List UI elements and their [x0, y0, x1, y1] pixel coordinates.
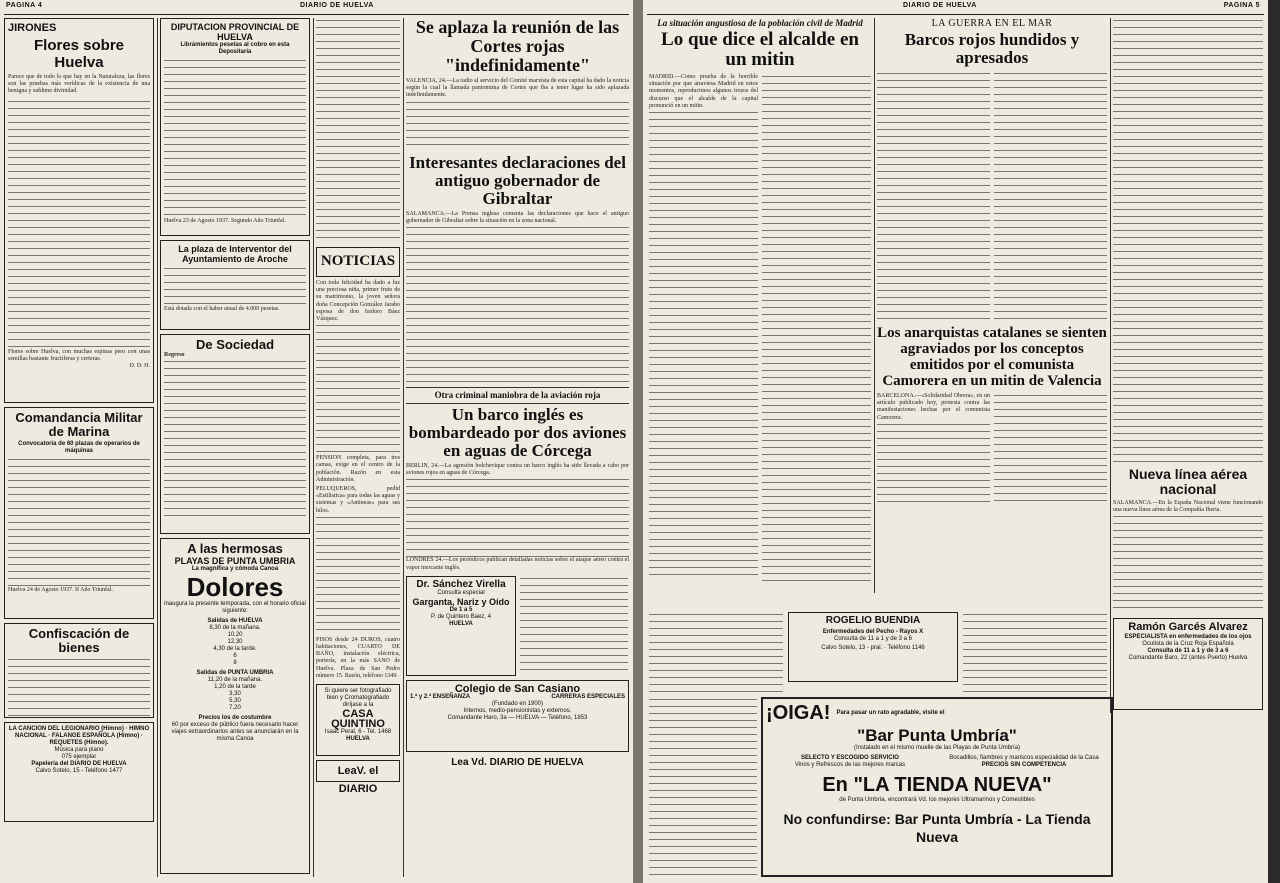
cortes-dateline: VALENCIA, 24.—La radio al servicio del Comité marxista de esta capital ha dado la noticia según la cual la llamada pantomima de Cortes que iba a tener lugar ha sido aplazada indefinidamente. — [406, 78, 629, 99]
departure-time: 8 — [233, 660, 237, 666]
gibraltar-headline: Interesantes declaraciones del antiguo gobernador de Gibraltar — [409, 152, 626, 208]
buendia-specialty: Enfermedades del Pecho - Rayos X — [822, 629, 924, 635]
bar-subtitle: (Instalado en el mismo muelle de las Playas de Punta Umbría) — [853, 745, 1021, 751]
bocadillos: Bocadillos, fiambres y mariscos especialidad de la Casa — [949, 755, 1099, 761]
bar-title: "Bar Punta Umbría" — [857, 726, 1017, 745]
lea-diario: Lea Vd. DIARIO DE HUELVA — [451, 756, 584, 768]
right-column — [1113, 18, 1263, 708]
salidas-huelva-times — [164, 625, 306, 667]
oiga-text: ¡OIGA! — [766, 702, 831, 724]
masthead-right: DIARIO DE HUELVA — [903, 2, 977, 9]
anarquistas-body-2 — [994, 393, 1107, 503]
papeleria-address: Calvo Sotelo, 15 - Teléfono 1477 — [35, 768, 123, 774]
colegio-address: Comandante Haro, 3a — HUELVA — Teléfono, 1853 — [447, 714, 588, 721]
flores-body — [8, 99, 150, 349]
musica-label: Música para piano — [54, 747, 104, 753]
madrid-body-4 — [649, 697, 757, 877]
salidas-huelva-label: Salidas de HUELVA — [207, 618, 263, 624]
salidas-punta-label: Salidas de PUNTA UMBRIA — [196, 670, 274, 676]
vinos-refrescos: Vinos y Refrescos de las mejores marcas — [794, 762, 906, 768]
flores-signature: D. D. H. — [129, 363, 150, 370]
barcos-body-2 — [994, 71, 1107, 321]
sanchez-consulta: Consulta especial — [437, 589, 485, 596]
anarquistas-body-1 — [877, 422, 990, 502]
no-confundirse: No confundirse: Bar Punta Umbría - La Tienda Nueva — [783, 811, 1091, 845]
noticias-title: NOTICIAS — [320, 253, 396, 269]
flores-intro: Parece que de todo lo que hay en la Naturaleza, las flores son las pruebas más verídicas de la existencia de una benigna y sublime divinidad. — [8, 74, 150, 95]
linea-aerea-body — [1113, 514, 1263, 614]
departure-time: 8,30 de la mañana. — [209, 625, 261, 631]
barcos-headline: Barcos rojos hundidos y apresados — [904, 30, 1080, 67]
anarquistas-headline: Los anarquistas catalanes se sienten agraviados por los conceptos emitidos por el comunista Camorera en un mitin de Valencia — [877, 325, 1107, 389]
sanchez-hours: De 1 a 5 — [449, 606, 473, 613]
colegio-founded: (Fundado en 1900) — [491, 700, 544, 707]
departure-time: 12,30 — [227, 639, 243, 645]
dolores-subtitle: inaugura la presente temporada, con el horario oficial siguiente: — [164, 601, 306, 614]
madrid-article — [649, 18, 871, 608]
right-page — [643, 0, 1268, 883]
buendia-address: Calvo Sotelo, 13 - pral. · Teléfono 1146 — [821, 645, 925, 651]
leav-text: LeaV. el DIARIO — [337, 765, 379, 796]
dolores-name: Dolores — [186, 572, 284, 602]
departure-time: 11,20 de la mañana. — [207, 677, 263, 683]
precios-label: Precios los de costumbre — [198, 715, 272, 721]
madrid-kicker: La situación angustiosa de la población civil de Madrid — [657, 18, 863, 28]
column-1 — [4, 18, 154, 880]
leav-ad — [316, 760, 400, 796]
himnos-ad — [4, 722, 154, 822]
sociedad-section — [160, 334, 310, 534]
diputacion-body — [164, 58, 306, 218]
papeleria-label: Papelería del DIARIO DE HUELVA — [31, 761, 127, 767]
aviacion-kicker: Otra criminal maniobra de la aviación roja — [406, 387, 629, 404]
garces-hours: Consulta de 11 a 1 y de 3 a 6 — [1147, 648, 1229, 655]
column-2 — [160, 18, 310, 880]
comandancia-notice — [4, 407, 154, 619]
diputacion-notice — [160, 18, 310, 236]
pension-ad: PENSION completa, para tres camas, exige en el centro de la población. Razón en esta Administración. — [316, 455, 400, 483]
sociedad-body — [164, 359, 306, 519]
sanchez-name: Dr. Sánchez Virella — [416, 578, 506, 590]
garces-name: Ramón Garcés Alvarez — [1128, 621, 1248, 634]
confiscacion-title: Confiscación de bienes — [28, 626, 130, 655]
masthead-left: DIARIO DE HUELVA — [300, 2, 374, 9]
comandancia-body — [8, 457, 150, 587]
jirones-label: JIRONES — [8, 22, 57, 34]
buendia-hours: Consulta de 11 a 1 y de 3 a 6 — [834, 636, 912, 642]
comandancia-title: Comandancia Militar de Marina — [15, 410, 143, 439]
col3-top-text — [316, 18, 400, 243]
page-number-right: PAGINA 5 — [1223, 2, 1260, 9]
departure-time: 6 — [233, 653, 237, 659]
noticias-header — [316, 247, 400, 277]
selecto-servicio: SELECTO Y ESCOGIDO SERVICIO — [801, 755, 899, 761]
guerra-kicker: LA GUERRA EN EL MAR — [931, 18, 1053, 29]
madrid-body-3 — [649, 612, 783, 692]
sanchez-virella-ad — [406, 576, 516, 676]
precios-sin-competencia: PRECIOS SIN COMPETENCIA — [981, 762, 1067, 768]
barco-body-2 — [520, 576, 628, 676]
madrid-body-2 — [762, 74, 871, 584]
precio-label: 075 ejemplar — [61, 754, 97, 760]
quintino-name: CASA QUINTINO — [331, 708, 385, 731]
peluqueros-ad: PELUQUEROS, pedid «Estilistica» para todas las aguas y sistemas y «Antineas» para sus hilos. — [316, 486, 400, 514]
confiscacion-body — [8, 657, 150, 717]
anarquistas-body-3 — [963, 612, 1107, 692]
anarquistas-dateline: BARCELONA.—«Solidaridad Obrera», en un artículo publicado hoy, protesta contra las manifestaciones hechas por el comunista Camorera. — [877, 393, 990, 421]
madrid-dateline: MADRID.—Como prueba de la horrible situación por que atraviesa Madrid en estos momentos, reproducimos algunos trozos del discurso que el alcalde de la capital pronunció en un mitin. — [649, 74, 758, 109]
barco-ingles-headline: Un barco inglés es bombardeado por dos aviones en aguas de Córcega — [408, 405, 627, 461]
bar-punta-umbria-ad — [761, 697, 1113, 877]
departure-time: 4,30 de la tarde. — [213, 646, 257, 652]
garces-ad — [1113, 618, 1263, 710]
page-edge — [1268, 0, 1280, 883]
barco-dateline-londres: LONDRES 24.—Los periódicos publican detalladas noticias sobre el ataque aéreo contra el vapor mercante inglés. — [406, 557, 629, 571]
departure-time: 3,30 — [229, 691, 241, 697]
tienda-nueva-title: En "LA TIENDA NUEVA" — [822, 774, 1052, 796]
departure-time: 1,20 de la tarde — [214, 684, 256, 690]
canoa-dolores-ad — [160, 538, 310, 874]
garces-specialty: ESPECIALISTA en enfermedades de los ojos — [1124, 634, 1252, 641]
playas-line: PLAYAS DE PUNTA UMBRIA — [174, 556, 296, 566]
madrid-headline: Lo que dice el alcalde en un mitin — [661, 29, 859, 70]
guerra-mar-article — [877, 18, 1107, 608]
spread-gutter — [633, 0, 643, 883]
flores-title: Flores sobre Huelva — [33, 37, 125, 71]
diputacion-title: DIPUTACION PROVINCIAL DE HUELVA — [170, 22, 300, 42]
plaza-notice — [160, 240, 310, 330]
diputacion-date: Huelva 23 de Agosto 1937. Segundo Año Triunfal. — [164, 218, 286, 224]
sociedad-subtitle: Regreso — [164, 352, 185, 358]
departure-time: 7,20 — [229, 705, 241, 711]
buendia-name: ROGELIO BUENDIA — [825, 615, 921, 626]
plaza-title: La plaza de Interventor del Ayuntamiento de Aroche — [178, 244, 292, 264]
left-page — [0, 0, 633, 883]
noticias-text: Con toda felicidad ha dado a luz una preciosa niña, primer fruto de su matrimonio, la joven señora doña Concepción González Jarabo esposa de don Isidoro Báez Vázquez. — [316, 280, 400, 323]
quintino-city: HUELVA — [346, 736, 370, 743]
himnos-list: LA CANCION DEL LEGIONARIO (Himno) · HIMNO NACIONAL · FALANGE ESPAÑOLA (Himno) · REQUETES (Himno). — [8, 726, 150, 746]
salidas-punta-times — [164, 677, 306, 712]
sanchez-specialty: Garganta, Nariz y Oído — [412, 596, 510, 607]
garces-address: Comandante Baro, 22 (antes Puerto) Huelva — [1128, 655, 1248, 662]
colegio-ensenanza: 1.ª y 2.ª ENSEÑANZA — [410, 693, 471, 700]
quintino-ad — [316, 684, 400, 756]
precios-text: 60 por exceso de público fuera necesario hacer viajes extraordinarios antes se anunciarán en la misma Canoa — [171, 722, 299, 742]
sanchez-city: HUELVA — [449, 620, 473, 627]
linea-aerea-headline: Nueva línea aérea nacional — [1128, 466, 1248, 497]
gibraltar-body — [406, 225, 629, 385]
sociedad-title: De Sociedad — [195, 337, 275, 352]
right-col-top-text — [1113, 18, 1263, 463]
departure-time: 5,30 — [229, 698, 241, 704]
madrid-body-1 — [649, 110, 758, 580]
flores-closing: Flores sobre Huelva, con muchas espinas pero con unas semillas bastante fructíferas y certeras. — [8, 348, 150, 362]
quintino-address: Isaac Peral, 6 - Tel. 1468 — [324, 729, 392, 736]
departure-time: 10,20 — [227, 632, 243, 638]
buendia-ad — [788, 612, 958, 682]
cortes-headline: Se aplaza la reunión de las Cortes rojas "indefinidamente" — [415, 17, 620, 75]
gibraltar-dateline: SALAMANCA.—La Prensa inglesa comenta las declaraciones que hace el antiguo gobernador de Gibraltar sobre la situación en la zona nacional. — [406, 210, 629, 224]
classifieds-body — [316, 515, 400, 635]
linea-aerea-dateline: SALAMANCA.—En la España Nacional viene funcionando una nueva línea aérea de la Compañía Iberia. — [1113, 500, 1263, 514]
tienda-nueva-subtitle: de Punta Umbría, encontrará Vd. los mejores Ultramarinos y Comestibles — [839, 797, 1035, 803]
flores-article — [4, 18, 154, 403]
colegio-carreras: CARRERAS ESPECIALES — [551, 693, 625, 700]
colegio-students: Internos, medio-pensionistas y externos. — [463, 707, 572, 714]
barco-dateline-berlin: BERLIN, 24.—La agresión bolchevique contra un barco inglés ha sido llevada a cabo por aviones rojos en aguas de Córcega. — [406, 463, 629, 477]
comandancia-date: Huelva 24 de Agosto 1937. II Año Triunfal. — [8, 587, 113, 593]
colegio-name: Colegio de San Casiano — [454, 682, 581, 695]
barco-body — [406, 477, 629, 557]
page-number-left: PAGINA 4 — [6, 2, 43, 9]
cortes-body — [406, 100, 629, 150]
pisos-ad: PISOS desde 24 DUROS, cuatro habitaciones, CUARTO DE BAÑO, instalación eléctrica, portería, en la más SANO de Huelva. Plaza de San Pedro número 15. Razón, teléfono 1349. — [316, 636, 400, 679]
plaza-text: Está dotada con el haber anual de 4.000 pesetas. — [164, 306, 280, 312]
oiga-subtext: Para pasar un rato agradable, visite el — [836, 709, 945, 716]
hermosas-line: A las hermosas — [187, 541, 283, 556]
barcos-body-1 — [877, 71, 990, 321]
confiscacion-notice — [4, 623, 154, 718]
comandancia-subtitle: Convocatoria de 60 plazas de operarios de máquinas — [18, 441, 140, 454]
diputacion-subtitle: Librámientos pesetas al cobro en esta Depositaría — [180, 42, 290, 55]
plaza-body — [164, 266, 306, 306]
canoa-line: La magnífica y cómoda Canoa — [191, 566, 279, 572]
garces-cruz-roja: Oculista de la Cruz Roja Española — [1142, 641, 1234, 648]
column-3 — [316, 18, 400, 880]
quintino-line1: Si quiere ser fotografiado bien y Cromatografiado diríjase a la — [324, 688, 392, 709]
noticias-body — [316, 323, 400, 453]
colegio-ad — [406, 680, 629, 752]
column-4 — [406, 18, 629, 880]
sanchez-address: P. de Quintero Baez, 4 — [431, 613, 491, 620]
